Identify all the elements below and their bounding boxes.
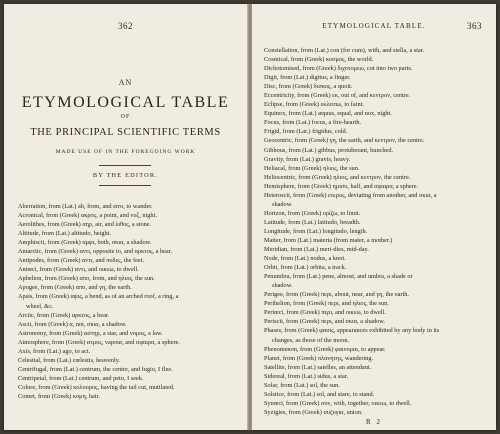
list-item: wheel, &c.: [26, 302, 54, 310]
list-item: shadow.: [272, 282, 293, 290]
list-item: Heliacal, from (Greek) ηλιος, the sun.: [264, 164, 360, 172]
page-number: 363: [467, 21, 482, 31]
signature-mark: R 2: [366, 418, 382, 426]
list-item: Focus, from (Lat.) focus, a fire-hearth.: [264, 119, 362, 127]
list-item: Celestial, from (Lat.) cœlestis, heavenly.: [18, 356, 121, 364]
list-item: Antipodes, from (Greek) αντι, and ποδες, the feet.: [18, 257, 145, 265]
list-item: Gibbous, from (Lat.) gibbus, protuberant, hunched.: [264, 146, 394, 154]
list-item: Horizon, from (Greek) ορίζω, to limit.: [264, 209, 361, 217]
list-item: Syzigies, from (Greek) συζυγια, union.: [264, 408, 363, 416]
list-item: Antœci, from (Greek) αντι, and οικεω, to dwell.: [18, 266, 139, 274]
list-item: Periœci, from (Greek) περι, and οικεω, to dwell.: [264, 309, 386, 317]
list-item: Gravity, from (Lat.) gravis, heavy.: [264, 155, 351, 163]
right-page: [252, 4, 496, 430]
list-item: Phenomenon, from (Greek) φαινομαι, to appear.: [264, 345, 386, 353]
list-item: Colure, from (Greek) κολουρος, having the tail cut, mutilated.: [18, 383, 175, 391]
list-item: Solstice, from (Lat.) sol, and stare, to stand.: [264, 390, 375, 398]
list-item: Periscii, from (Greek) περι, and σκια, a shadow.: [264, 318, 385, 326]
divider: [99, 165, 151, 166]
list-item: Constellation, from (Lat.) con (for cum), with, and stella, a star.: [264, 47, 425, 54]
list-item: Latitude, from (Lat.) latitudo, breadth.: [264, 218, 361, 226]
list-item: Longitude, from (Lat.) longitudo, length.: [264, 227, 368, 235]
list-item: Eclipse, from (Greek) εκλειπω, to faint.: [264, 101, 364, 109]
page-subtitle: THE PRINCIPAL SCIENTIFIC TERMS: [30, 127, 221, 138]
list-item: Meridian, from (Lat.) meri-dies, mid-day.: [264, 246, 369, 254]
list-item: Dichotomised, from (Greek) διχοτομεω, cut into two parts.: [264, 65, 413, 73]
list-item: shadow.: [272, 200, 293, 208]
list-item: Geocentric, from (Greek) γη, the earth, and κεντρον, the centre.: [264, 137, 425, 145]
list-item: Eccentricity, from (Greek) εκ, out of, and κεντρον, centre.: [264, 92, 411, 100]
list-item: Apogee, from (Greek) απο, and γη, the earth.: [18, 284, 132, 292]
list-item: Heteroscii, from (Greek) ετερος, deviating from another, and σκια, a: [264, 191, 437, 199]
left-page: [4, 4, 247, 430]
list-item: Phases, from (Greek) φασις, appearances exhibited by any body in its: [264, 327, 440, 335]
page-title: ETYMOLOGICAL TABLE: [21, 94, 230, 111]
entry-list: [264, 46, 486, 417]
list-item: Arctic, from (Greek) αρκτος, a bear.: [18, 311, 110, 319]
list-item: Penumbra, from (Lat.) pene, almost, and umbra, a shade or: [264, 273, 413, 281]
title-of: OF: [120, 114, 131, 120]
divider: [99, 185, 151, 186]
list-item: Centrifugal, from (Lat.) centrum, the centre, and fugio, I flee.: [18, 365, 173, 373]
list-item: Astronomy, from (Greek) αστηρ, a star, and νομος, a law.: [18, 329, 163, 337]
list-item: changes, as those of the moon.: [272, 336, 350, 344]
list-item: Matter, from (Lat.) materia (from mater, a mother.): [264, 236, 393, 244]
list-item: Node, from (Lat.) nodus, a knot.: [264, 255, 346, 263]
list-item: Centripetal, from (Lat.) centrum, and peto, I seek.: [18, 374, 144, 382]
list-item: Acronical, from (Greek) ακρος, a point, and νυξ, night.: [18, 212, 157, 220]
list-item: Perihelion, from (Greek) περι, and ηλιος, the sun.: [264, 300, 389, 308]
list-item: Equinox, from (Lat.) æquus, equal, and nox, night.: [264, 110, 392, 118]
list-item: Sidereal, from (Lat.) sidus, a star.: [264, 372, 349, 380]
list-item: Disc, from (Greek) δισκος, a quoit.: [264, 83, 353, 91]
list-item: Amphiscii, from (Greek) αμφι, both, σκια, a shadow.: [18, 239, 152, 247]
list-item: Aphelion, from (Greek) απο, from, and ηλιος, the sun.: [18, 275, 155, 283]
running-head: ETYMOLOGICAL TABLE.: [322, 22, 426, 30]
list-item: Altitude, from (Lat.) altitudo, height.: [18, 230, 112, 238]
list-item: Hemisphere, from (Greek) ημισυ, half, and σφαιρα, a sphere.: [264, 182, 419, 190]
page-number: 362: [118, 21, 133, 31]
list-item: Satellite, from (Lat.) satelles, an attendant.: [264, 363, 372, 371]
title-note: MADE USE OF IN THE FOREGOING WORK: [55, 149, 196, 155]
list-item: Heliocentric, from (Greek) ηλιος, and κεντρον, the centre.: [264, 173, 411, 181]
list-item: Antarctic, from (Greek) αντι, opposite to, and αρκτος, a bear.: [18, 248, 173, 256]
list-item: Ascii, from (Greek) α, not, σκια, a shadow.: [18, 320, 127, 328]
list-item: Perigee, from (Greek) περι, about, near, and γη, the earth.: [264, 291, 409, 299]
list-item: Axis, from (Lat.) ago, to act.: [18, 347, 91, 355]
list-item: Synœci, from (Greek) συν, with, together, οικεω, to dwell.: [264, 399, 412, 407]
list-item: Cosmical, from (Greek) κοσμος, the world.: [264, 56, 374, 64]
list-item: Apsis, from (Greek) αψις, a bend, as of an arched roof, a ring, a: [18, 293, 179, 301]
list-item: Orbit, from (Lat.) orbita, a track.: [264, 264, 347, 272]
list-item: Comet, from (Greek) κομη, hair.: [18, 392, 100, 400]
list-item: Aerolithes, from (Greek) αηρ, air, and λιθος, a stone.: [18, 221, 152, 229]
byline: BY THE EDITOR.: [92, 172, 159, 179]
list-item: Aberration, from (Lat.) ab, from, and erro, to wander.: [18, 203, 153, 210]
list-item: Atmosphere, from (Greek) ατμος, vapour, and σφαιρα, a sphere.: [18, 338, 180, 346]
title-an: AN: [118, 78, 133, 87]
list-item: Frigid, from (Lat.) frigidus, cold.: [264, 128, 348, 136]
entry-list: [18, 202, 237, 401]
list-item: Planet, from (Greek) πλανητης, wandering.: [264, 354, 374, 362]
list-item: Digit, from (Lat.) digitus, a finger.: [264, 74, 351, 82]
list-item: Solar, from (Lat.) sol, the sun.: [264, 381, 340, 389]
